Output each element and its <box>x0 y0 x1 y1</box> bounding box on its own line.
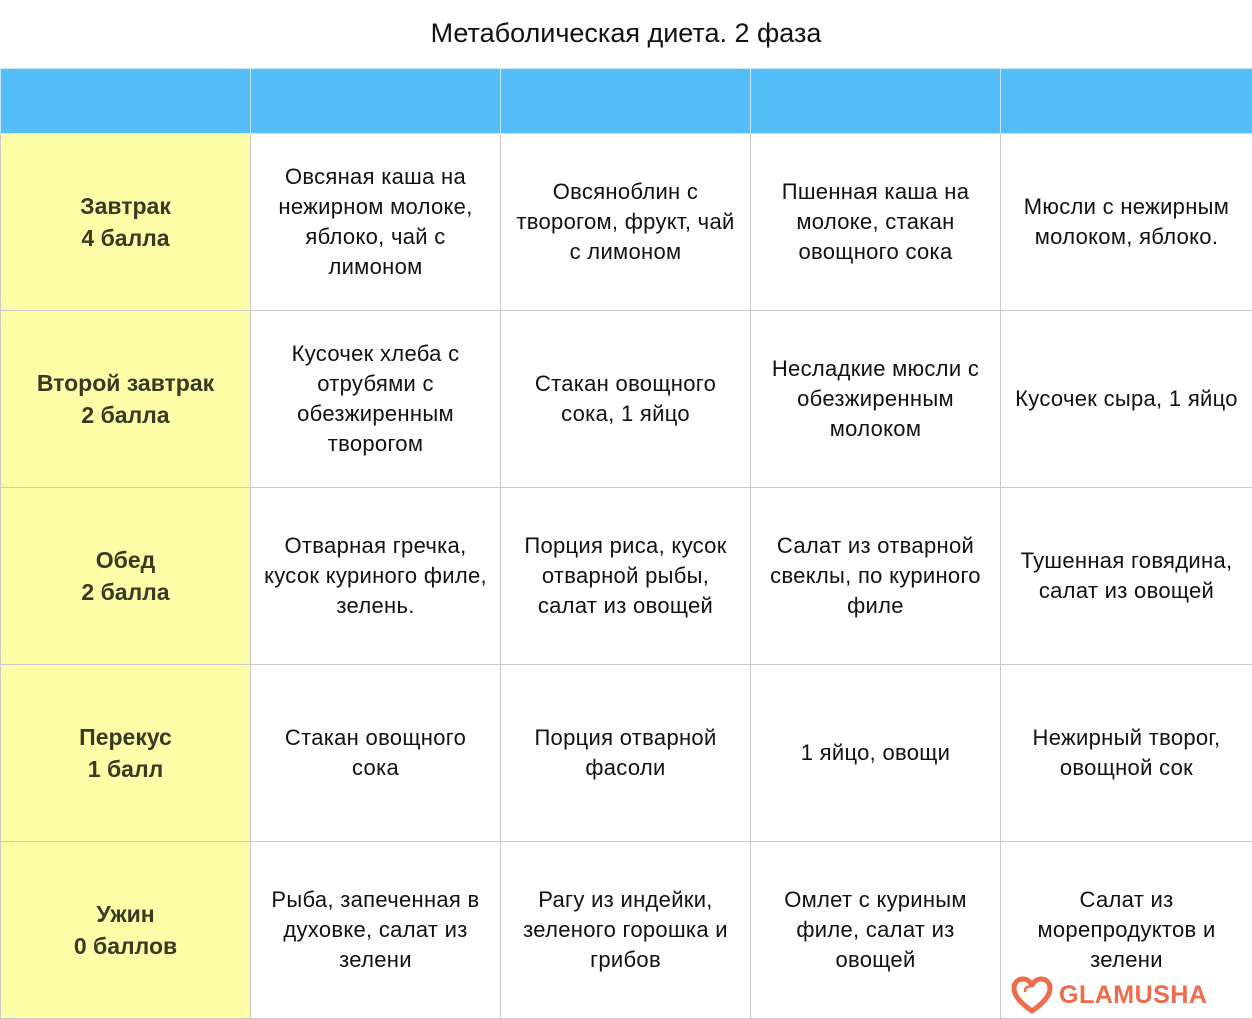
header-cell <box>501 69 751 134</box>
header-cell <box>1 69 251 134</box>
menu-option-cell: Отварная гречка, кусок куриного филе, зелень. <box>251 488 501 665</box>
page-title: Метаболическая диета. 2 фаза <box>0 0 1252 68</box>
header-cell <box>751 69 1001 134</box>
header-cell <box>251 69 501 134</box>
menu-option-cell: Рыба, запеченная в духовке, салат из зелени <box>251 842 501 1019</box>
menu-option-cell: 1 яйцо, овощи <box>751 665 1001 842</box>
brand-name: GLAMUSHA <box>1059 981 1207 1010</box>
menu-option-cell: Рагу из индейки, зеленого горошка и грибов <box>501 842 751 1019</box>
menu-option-cell: Пшенная каша на молоке, стакан овощного сока <box>751 134 1001 311</box>
heart-logo-icon <box>1011 976 1053 1014</box>
menu-option-cell: Порция отварной фасоли <box>501 665 751 842</box>
menu-option-cell: Овсяная каша на нежирном молоке, яблоко, чай с лимоном <box>251 134 501 311</box>
meal-points: 2 балла <box>7 576 244 608</box>
header-row <box>1 69 1252 134</box>
table-row <box>1 665 1252 842</box>
meal-cell-lunch <box>1 488 251 665</box>
table-row <box>1 488 1252 665</box>
menu-option-cell: Мюсли с нежирным молоком, яблоко. <box>1001 134 1252 311</box>
meal-points: 1 балл <box>7 753 244 785</box>
menu-option-cell: Стакан овощного сока <box>251 665 501 842</box>
meal-name: Ужин <box>7 898 244 930</box>
meal-name: Перекус <box>7 721 244 753</box>
menu-option-cell: Кусочек сыра, 1 яйцо <box>1001 311 1252 488</box>
meal-points: 4 балла <box>7 222 244 254</box>
meal-cell-snack <box>1 665 251 842</box>
menu-option-cell: Тушенная говядина, салат из овощей <box>1001 488 1252 665</box>
menu-option-cell: Порция риса, кусок отварной рыбы, салат из овощей <box>501 488 751 665</box>
meal-cell-dinner <box>1 842 251 1019</box>
glamusha-watermark <box>1011 973 1207 1017</box>
table-row <box>1 311 1252 488</box>
meal-points: 0 баллов <box>7 930 244 962</box>
meal-cell-breakfast <box>1 134 251 311</box>
menu-option-cell: Кусочек хлеба с отрубями с обезжиренным творогом <box>251 311 501 488</box>
menu-option-cell: Нежирный творог, овощной сок <box>1001 665 1252 842</box>
meal-name: Второй завтрак <box>7 367 244 399</box>
menu-option-cell: Омлет с куриным филе, салат из овощей <box>751 842 1001 1019</box>
meal-cell-second-breakfast <box>1 311 251 488</box>
meal-points: 2 балла <box>7 399 244 431</box>
menu-option-cell: Салат из морепродуктов и зелени <box>1001 842 1252 1019</box>
meal-name: Завтрак <box>7 190 244 222</box>
menu-option-cell: Несладкие мюсли с обезжиренным молоком <box>751 311 1001 488</box>
diet-table <box>0 68 1252 1019</box>
header-cell <box>1001 69 1252 134</box>
meal-name: Обед <box>7 544 244 576</box>
menu-option-cell: Стакан овощного сока, 1 яйцо <box>501 311 751 488</box>
menu-option-cell: Салат из отварной свеклы, по куриного филе <box>751 488 1001 665</box>
table-row <box>1 134 1252 311</box>
menu-option-cell: Овсяноблин с творогом, фрукт, чай с лимоном <box>501 134 751 311</box>
